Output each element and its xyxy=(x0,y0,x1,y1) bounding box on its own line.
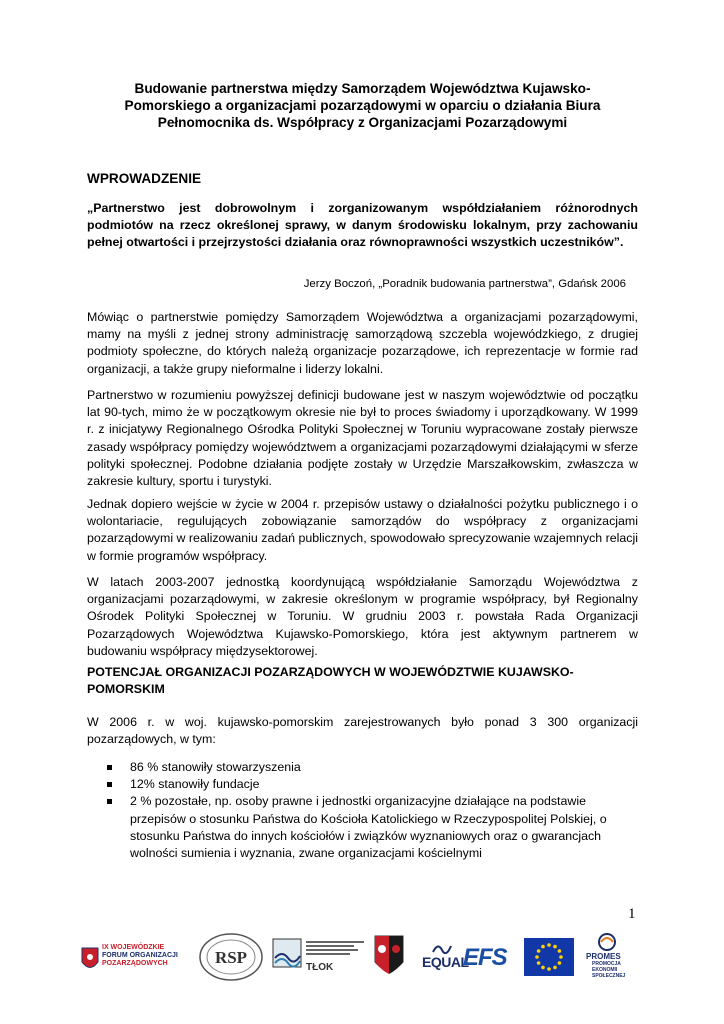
paragraph-2: Partnerstwo w rozumieniu powyższej definicji budowane jest w naszym województwie od początku lat 90-tych, mimo że w początkowym okresie nie był to proces świadomy i uporządkowany. W 1999 r. z inicjatywy Regionalnego Ośrodka Polityki Społecznej w Toruniu wypracowane zostały pierwsze zasady współpracy pomiędzy województwem a organizacjami pozarządowymi działającymi w sferze polityki społecznej. Podobne działania podjęte zostały w Urzędzie Marszałkowskim, zwłaszcza w zakresie kultury, sportu i turystyki. xyxy=(87,388,638,489)
bullet-text: 2 % pozostałe, np. osoby prawne i jednostki organizacyjne działające na podstawie przepisów o stosunku Państwa do Kościoła Katolickiego w Rzeczypospolitej Polskiej, o stosunku Państwa do innych kościołów i związków wyznaniowych oraz o gwarancjach wolności sumienia i wyznania, zwane organizacjami kościelnymi xyxy=(130,794,607,861)
tlok-label: TŁOK xyxy=(306,962,334,973)
promes-swirl-icon xyxy=(596,932,618,952)
eu-flag xyxy=(524,938,574,976)
bullet-text: 86 % stanowiły stowarzyszenia xyxy=(130,760,301,774)
bullet-text: 12% stanowiły fundacje xyxy=(130,777,260,792)
tlok-emblem-icon xyxy=(272,938,302,968)
heading-potential: POTENCJAŁ ORGANIZACJI POZARZĄDOWYCH W WOJEWÓDZTWIE KUJAWSKO-POMORSKIM xyxy=(87,665,574,696)
title-line-1: Budowanie partnerstwa między Samorządem Województwa Kujawsko- xyxy=(134,81,591,96)
quote-attribution: Jerzy Boczoń, „Poradnik budowania partnerstwa”, Gdańsk 2006 xyxy=(303,278,626,290)
heading-intro: WPROWADZENIE xyxy=(87,171,202,186)
paragraph-1: Mówiąc o partnerstwie pomiędzy Samorządem Województwa a organizacjami pozarządowymi, mamy na myśli z jednej strony administrację samorządową szczebla wojewódzkiego, z drugiej podmioty społeczne, do których należą organizacje pozarządowe, ich reprezentacje w formie rad organizacji, a także grupy nieformalne i liderzy lokalni. xyxy=(87,310,638,376)
promes-sub-1: PROMOCJA xyxy=(592,961,621,967)
partnership-quote: „Partnerstwo jest dobrowolnym i zorganizowanym współdziałaniem różnorodnych podmiotów na rzecz określonej sprawy, w danym środowisku lokalnym, przy zachowaniu pełnej otwartości i przejrzystości działania oraz równoprawności wszystkich uczestników”. xyxy=(87,201,638,250)
promes-sub-3: SPOŁECZNEJ xyxy=(592,973,626,979)
paragraph-4: W latach 2003-2007 jednostką koordynującą współdziałanie Samorządu Województwa z organizacjami pozarządowymi, w zakresie określonym w programie współpracy, był Regionalny Ośrodek Polityki Społecznej w Toruniu. W grudniu 2003 r. powstała Rada Organizacji Pozarządowych Województwa Kujawsko-Pomorskiego, która jest aktywnym partnerem w budowaniu współpracy międzysektorowej. xyxy=(87,575,638,658)
rops-seal-icon xyxy=(198,932,264,982)
forum-line-2: FORUM ORGANIZACJI xyxy=(102,952,178,959)
list-item xyxy=(107,759,637,776)
forum-line-3: POZARZĄDOWYCH xyxy=(102,960,168,967)
griffin-shield-icon xyxy=(373,934,405,978)
page-number: 1 xyxy=(628,906,636,922)
stats-intro: W 2006 r. w woj. kujawsko-pomorskim zarejestrowanych było ponad 3 300 organizacji pozarządowych, w tym: xyxy=(87,715,638,747)
bullet-square-icon xyxy=(107,782,112,787)
list-item xyxy=(107,776,637,793)
region-coat-of-arms xyxy=(373,934,405,978)
title-line-2: Pomorskiego a organizacjami pozarządowymi w oparciu o działania Biura xyxy=(124,98,601,113)
rops-seal-logo xyxy=(198,932,264,982)
efs-logo xyxy=(463,940,523,976)
bullet-square-icon xyxy=(107,799,112,804)
paragraph-3: Jednak dopiero wejście w życie w 2004 r. przepisów ustawy o działalności pożytku publicznego i o wolontariacie, regulujących zobowiązanie samorządów do współpracy z organizacjami pozarządowymi w realizowaniu zadań publicznych, spowodowało sprecyzowanie wzajemnych relacji w formie programów współpracy. xyxy=(87,497,638,563)
equal-wave-icon xyxy=(432,942,452,954)
svg-text:RSP: RSP xyxy=(214,948,248,967)
title-line-3: Pełnomocnika ds. Współpracy z Organizacjami Pozarządowymi xyxy=(157,115,568,130)
promes-sub-2: EKONOMII xyxy=(592,967,618,973)
document-title xyxy=(87,80,638,131)
promes-label: PROMES xyxy=(586,952,621,961)
bullet-square-icon xyxy=(107,765,112,770)
equal-label: EQUAL xyxy=(422,954,469,970)
promes-logo xyxy=(580,932,636,982)
efs-label: EFS xyxy=(463,944,507,971)
forum-logo xyxy=(80,940,185,980)
list-item xyxy=(107,793,637,862)
forum-line-1: IX WOJEWÓDZKIE xyxy=(102,944,165,951)
tlok-logo xyxy=(272,936,368,982)
stats-bullet-list xyxy=(107,759,637,862)
footer-logo-strip xyxy=(80,932,640,984)
eu-flag-icon xyxy=(524,938,574,976)
coat-of-arms-icon xyxy=(80,946,100,974)
